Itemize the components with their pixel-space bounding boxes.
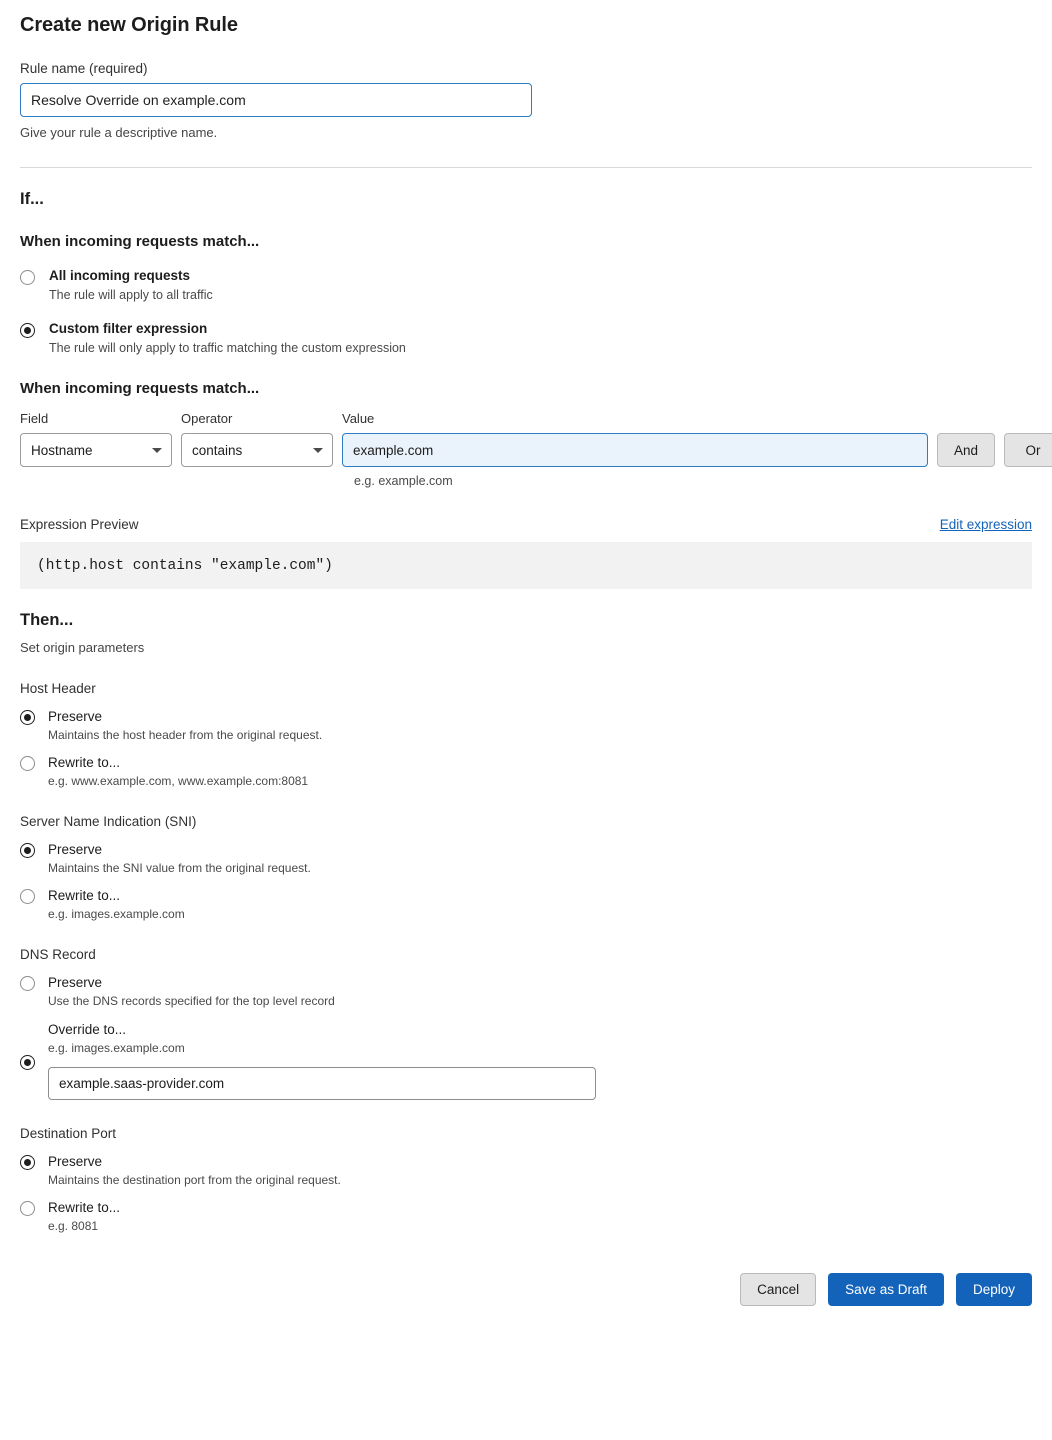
radio-icon-selected[interactable] — [20, 1055, 35, 1070]
destination-port-label: Destination Port — [20, 1126, 117, 1141]
host-header-label: Host Header — [20, 681, 96, 696]
radio-dns-override[interactable] — [20, 1022, 1032, 1100]
radio-all-incoming-requests[interactable] — [20, 268, 1032, 303]
radio-label: Preserve — [48, 975, 103, 990]
chevron-down-icon — [152, 448, 162, 453]
radio-description: Maintains the SNI value from the original request. — [48, 861, 311, 875]
radio-host-header-rewrite[interactable] — [20, 755, 1032, 788]
rule-name-label: Rule name (required) — [20, 61, 148, 76]
radio-description: Maintains the destination port from the original request. — [48, 1173, 341, 1187]
radio-dns-preserve[interactable] — [20, 975, 1032, 1008]
then-section-subheading: Set origin parameters — [20, 640, 145, 655]
section-divider — [20, 167, 1032, 168]
rule-name-help: Give your rule a descriptive name. — [20, 125, 218, 140]
rule-name-input[interactable] — [20, 83, 532, 117]
operator-select[interactable] — [181, 433, 333, 467]
sni-label: Server Name Indication (SNI) — [20, 814, 197, 829]
field-label: Field — [20, 411, 49, 426]
radio-label: Override to... — [48, 1022, 127, 1037]
radio-label: Custom filter expression — [49, 321, 208, 336]
dns-override-input[interactable] — [48, 1067, 596, 1100]
radio-icon-unselected[interactable] — [20, 756, 35, 771]
if-section-heading: If... — [20, 190, 44, 208]
deploy-button[interactable]: Deploy — [956, 1273, 1032, 1306]
radio-description: The rule will apply to all traffic — [49, 288, 213, 302]
field-column — [20, 411, 172, 467]
radio-label: All incoming requests — [49, 268, 191, 283]
expression-preview-label: Expression Preview — [20, 517, 139, 532]
and-button[interactable]: And — [937, 433, 995, 467]
radio-label: Rewrite to... — [48, 755, 121, 770]
expression-builder-row — [20, 411, 1041, 467]
expression-builder-heading: When incoming requests match... — [20, 380, 260, 397]
form-footer — [20, 1273, 1032, 1322]
radio-icon-selected[interactable] — [20, 710, 35, 725]
edit-expression-link[interactable]: Edit expression — [939, 517, 1032, 532]
operator-label: Operator — [181, 411, 233, 426]
page-title: Create new Origin Rule — [20, 14, 238, 36]
radio-custom-filter-expression[interactable] — [20, 321, 1032, 356]
radio-icon-selected[interactable] — [20, 323, 35, 338]
radio-host-header-preserve[interactable] — [20, 709, 1032, 742]
radio-description: Use the DNS records specified for the top level record — [48, 994, 335, 1008]
value-column — [342, 411, 928, 467]
field-select[interactable] — [20, 433, 172, 467]
radio-icon-selected[interactable] — [20, 1155, 35, 1170]
radio-port-rewrite[interactable] — [20, 1200, 1032, 1233]
save-as-draft-button[interactable]: Save as Draft — [828, 1273, 944, 1306]
match-heading: When incoming requests match... — [20, 233, 260, 250]
radio-label: Rewrite to... — [48, 888, 121, 903]
value-hint: e.g. example.com — [354, 474, 453, 488]
radio-description: e.g. www.example.com, www.example.com:8081 — [48, 774, 309, 788]
radio-label: Preserve — [48, 1154, 103, 1169]
radio-icon-unselected[interactable] — [20, 270, 35, 285]
then-section-heading: Then... — [20, 611, 74, 629]
radio-icon-selected[interactable] — [20, 843, 35, 858]
radio-description: The rule will only apply to traffic matching the custom expression — [49, 341, 406, 355]
radio-sni-preserve[interactable] — [20, 842, 1032, 875]
radio-label: Preserve — [48, 709, 103, 724]
radio-description: e.g. 8081 — [48, 1219, 99, 1233]
dns-record-label: DNS Record — [20, 947, 96, 962]
operator-select-value[interactable]: contains — [181, 433, 333, 467]
operator-column — [181, 411, 333, 467]
expression-preview-header — [20, 517, 1032, 532]
radio-icon-unselected[interactable] — [20, 889, 35, 904]
radio-label: Preserve — [48, 842, 103, 857]
expression-preview-box: (http.host contains "example.com") — [20, 542, 1032, 589]
value-input[interactable] — [342, 433, 928, 467]
radio-description: e.g. images.example.com — [48, 907, 185, 921]
radio-icon-unselected[interactable] — [20, 1201, 35, 1216]
radio-description: e.g. images.example.com — [48, 1041, 185, 1055]
value-label: Value — [342, 411, 375, 426]
chevron-down-icon — [313, 448, 323, 453]
radio-label: Rewrite to... — [48, 1200, 121, 1215]
radio-icon-unselected[interactable] — [20, 976, 35, 991]
cancel-button[interactable]: Cancel — [740, 1273, 816, 1306]
radio-sni-rewrite[interactable] — [20, 888, 1032, 921]
field-select-value[interactable]: Hostname — [20, 433, 172, 467]
radio-port-preserve[interactable] — [20, 1154, 1032, 1187]
or-button[interactable]: Or — [1004, 433, 1052, 467]
radio-description: Maintains the host header from the original request. — [48, 728, 323, 742]
